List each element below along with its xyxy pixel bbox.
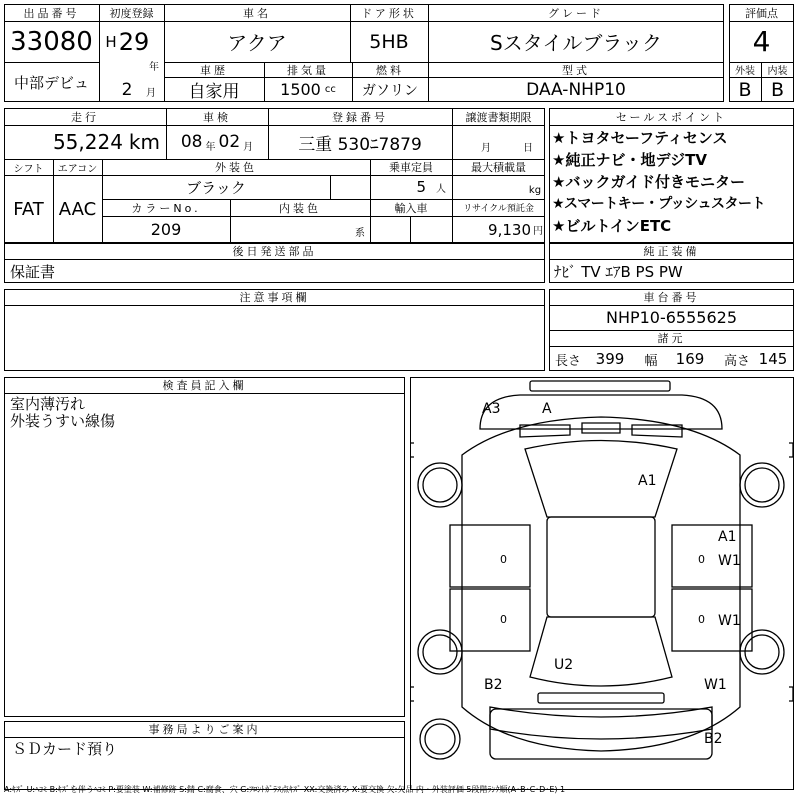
divider: [549, 346, 794, 347]
fuel-label: 燃料: [376, 63, 404, 77]
spec-width-label: 幅: [644, 353, 658, 369]
door-type: 5HB: [369, 30, 409, 53]
inspector-note: 外装うすい線傷: [10, 412, 116, 430]
damage-mark: W1: [718, 613, 741, 629]
later-parts: 保証書: [10, 262, 56, 281]
year-unit: 年: [149, 61, 159, 72]
ac-label: エアコン: [57, 163, 98, 175]
damage-mark: B2: [704, 731, 723, 747]
damage-mark: A1: [718, 529, 737, 545]
damage-mark: W1: [704, 677, 727, 693]
reg-month: 2: [121, 80, 133, 100]
insp-month-unit: 月: [243, 141, 254, 153]
office-label: 事務局よりご案内: [148, 723, 261, 736]
divider: [4, 305, 545, 306]
load-label: 最大積載量: [471, 161, 526, 174]
color-no: 209: [150, 220, 182, 239]
model-label: 型式: [562, 63, 590, 77]
interior-label: 内装: [767, 66, 788, 77]
divider: [410, 216, 411, 243]
spec-length: 399: [595, 350, 625, 368]
interior-color-label: 内装色: [279, 201, 321, 215]
displacement: [264, 77, 352, 102]
capacity: [370, 175, 452, 199]
recycle-label: リサイクル預託金: [463, 204, 534, 214]
lot-label: 出品番号: [23, 6, 80, 20]
grade-label: グレード: [548, 6, 604, 20]
exterior-label: 外装: [735, 66, 755, 77]
ac: AAC: [58, 198, 97, 220]
recycle-unit: 円: [533, 226, 543, 237]
damage-mark: B2: [484, 677, 503, 693]
displacement-unit: cc: [324, 84, 336, 95]
mileage: [4, 125, 166, 159]
spec-length-label: 長さ: [554, 353, 581, 369]
score-label: 評価点: [745, 6, 778, 20]
recycle: [452, 216, 545, 243]
spec-width: 169: [675, 350, 705, 368]
car-condition-diagram: [410, 377, 793, 790]
reg-year: 29: [118, 28, 150, 56]
inspection-date: [166, 125, 268, 159]
zero-mark: 0: [698, 613, 705, 626]
shift-label: シフト: [13, 163, 44, 175]
car-name-label: 車名: [243, 6, 271, 20]
displacement-label: 排気量: [287, 63, 329, 77]
inspector-label: 検査員記入欄: [162, 379, 247, 392]
era: H: [105, 33, 117, 51]
divider: [549, 125, 794, 126]
color-no-label: カラーNo.: [131, 201, 201, 215]
selling-points-list: [552, 127, 792, 237]
insp-year: 08: [180, 132, 203, 152]
color-label: 外装色: [215, 161, 257, 174]
transfer-day-unit: 日: [523, 142, 533, 154]
fuel: ガソリン: [362, 82, 418, 99]
capacity-value: 5: [416, 178, 426, 196]
plate-label: 登録番号: [332, 110, 388, 124]
insp-month: 02: [218, 132, 241, 152]
interior-color-unit: 系: [355, 227, 365, 239]
spec-height-label: 高さ: [723, 353, 750, 369]
chassis-number: NHP10-6555625: [605, 308, 738, 327]
selling-point: ★スマートキー・プッシュスタート: [552, 196, 766, 212]
venue: 中部デビュ: [13, 73, 89, 92]
zero-mark: 0: [698, 553, 705, 566]
plate: 三重 530ﾆ7879: [298, 134, 422, 155]
selling-point: ★バックガイド付きモニター: [552, 173, 745, 191]
transfer-label: 譲渡書類期限: [465, 110, 532, 124]
specs-label: 諸元: [657, 332, 686, 345]
selling-point: ★純正ナビ・地デジTV: [552, 151, 707, 169]
chassis-label: 車台番号: [643, 291, 700, 304]
damage-mark: A: [542, 401, 552, 417]
capacity-unit: 人: [436, 183, 446, 195]
history-label: 車歴: [200, 63, 228, 77]
first-reg-label: 初度登録: [109, 6, 154, 20]
later-parts-label: 後日発送部品: [232, 245, 317, 258]
door-label: ドア形状: [361, 6, 417, 20]
model: DAA-NHP10: [526, 79, 626, 100]
mileage-value: 55,224: [52, 130, 123, 154]
damage-mark: U2: [554, 657, 574, 673]
car-name: アクア: [227, 31, 287, 55]
genuine-label: 純正装備: [643, 245, 700, 258]
legend: A:ｷｽﾞ U:ﾍｺﾐ B:ｷｽﾞを伴うﾍｺﾐ P:要塗装 W:補修跡 S:錆 C:腐食、穴 G:ﾌﾛﾝﾄｶﾞﾗｽ点ｷｽﾞ XX:交換済み X:要交換 欠:欠品 内・外装評価 5段階ﾗﾝｸ順(A･B･C･D･E) 1: [4, 784, 566, 794]
mileage-unit: km: [128, 130, 160, 154]
zero-mark: 0: [500, 613, 507, 626]
inspector-notes: [10, 396, 390, 430]
mileage-label: 走行: [71, 110, 99, 124]
damage-mark: A1: [638, 473, 657, 489]
transfer-month-unit: 月: [481, 142, 491, 154]
score: 4: [752, 25, 771, 58]
damage-mark: W1: [718, 553, 741, 569]
history: 自家用: [188, 82, 240, 102]
color: ブラック: [186, 178, 246, 197]
shift: FAT: [13, 198, 44, 220]
selling-point: ★トヨタセーフティセンス: [552, 129, 728, 147]
interior-score: B: [770, 78, 785, 101]
notes-label: 注意事項欄: [239, 291, 310, 304]
selling-points-label: セールスポイント: [615, 110, 727, 124]
inspector-note: 室内薄汚れ: [10, 395, 86, 413]
load-unit: kg: [528, 184, 542, 196]
zero-mark: 0: [500, 553, 507, 566]
divider: [330, 175, 331, 199]
divider: [4, 393, 405, 394]
lot-number: 33080: [10, 26, 93, 57]
grade: Sスタイルブラック: [490, 31, 662, 55]
spec-height: 145: [758, 350, 788, 368]
month-unit: 月: [146, 87, 156, 99]
import-label: 輸入車: [394, 201, 428, 215]
damage-mark: A3: [482, 401, 501, 417]
exterior-score: B: [738, 78, 752, 101]
recycle-value: 9,130: [488, 220, 531, 239]
insp-year-unit: 年: [205, 141, 216, 153]
capacity-label: 乗車定員: [389, 161, 433, 174]
displacement-value: 1500: [280, 80, 321, 99]
office-notice: ＳＤカード預り: [12, 739, 118, 758]
genuine-equipment: ﾅﾋﾞ TV ｴｱB PS PW: [554, 262, 683, 281]
selling-point: ★ビルトインETC: [552, 217, 672, 235]
inspection-label: 車検: [203, 110, 231, 124]
